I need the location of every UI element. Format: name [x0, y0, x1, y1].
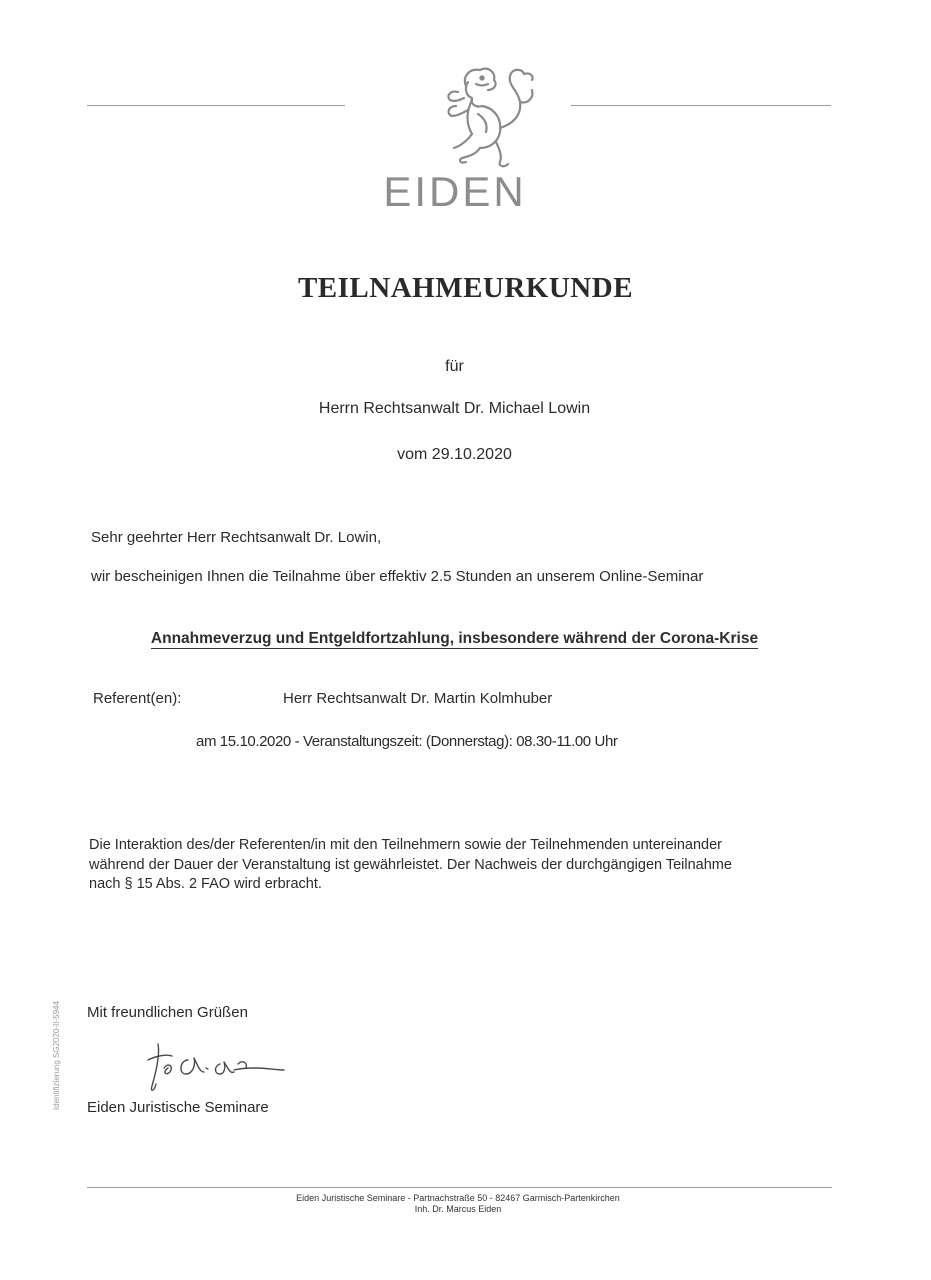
paragraph-line: während der Dauer der Veranstaltung ist gewährleistet. Der Nachweis der durchgängigen Teilnahme	[89, 856, 732, 873]
lion-logo-icon	[436, 62, 548, 174]
closing-greeting: Mit freundlichen Grüßen	[87, 1004, 248, 1021]
certificate-date: vom 29.10.2020	[397, 446, 512, 463]
speaker-name: Herr Rechtsanwalt Dr. Martin Kolmhuber	[283, 690, 553, 707]
signing-organization: Eiden Juristische Seminare	[87, 1099, 269, 1116]
identification-code: Identifizierung SG2020-II-5944	[52, 1001, 61, 1110]
footer-owner: Inh. Dr. Marcus Eiden	[414, 1204, 502, 1214]
company-logo-wordmark: EIDEN	[383, 168, 527, 215]
seminar-title-text: Annahmeverzug und Entgeldfortzahlung, insbesondere während der Corona-Krise	[150, 630, 759, 647]
participation-paragraph	[89, 836, 829, 895]
certificate-title: TEILNAHMEURKUNDE	[297, 272, 634, 304]
recipient-name: Herrn Rechtsanwalt Dr. Michael Lowin	[318, 400, 591, 417]
header-rule-left	[87, 105, 345, 106]
speaker-label: Referent(en):	[93, 690, 182, 707]
seminar-title	[0, 630, 909, 648]
certification-text: wir bescheinigen Ihnen die Teilnahme über effektiv 2.5 Stunden an unserem Online-Seminar	[91, 568, 704, 585]
footer-rule	[87, 1187, 832, 1188]
salutation: Sehr geehrter Herr Rechtsanwalt Dr. Lowin,	[91, 529, 382, 546]
for-label: für	[445, 358, 464, 375]
paragraph-line: Die Interaktion des/der Referenten/in mit den Teilnehmern sowie der Teilnehmenden untereinander	[89, 837, 723, 853]
paragraph-line: nach § 15 Abs. 2 FAO wird erbracht.	[89, 876, 322, 892]
handwritten-signature	[138, 1038, 288, 1098]
header-rule-right	[571, 105, 831, 106]
footer-address: Eiden Juristische Seminare - Partnachstraße 50 - 82467 Garmisch-Partenkirchen	[296, 1193, 620, 1203]
event-time: am 15.10.2020 - Veranstaltungszeit: (Donnerstag): 08.30-11.00 Uhr	[196, 733, 618, 750]
